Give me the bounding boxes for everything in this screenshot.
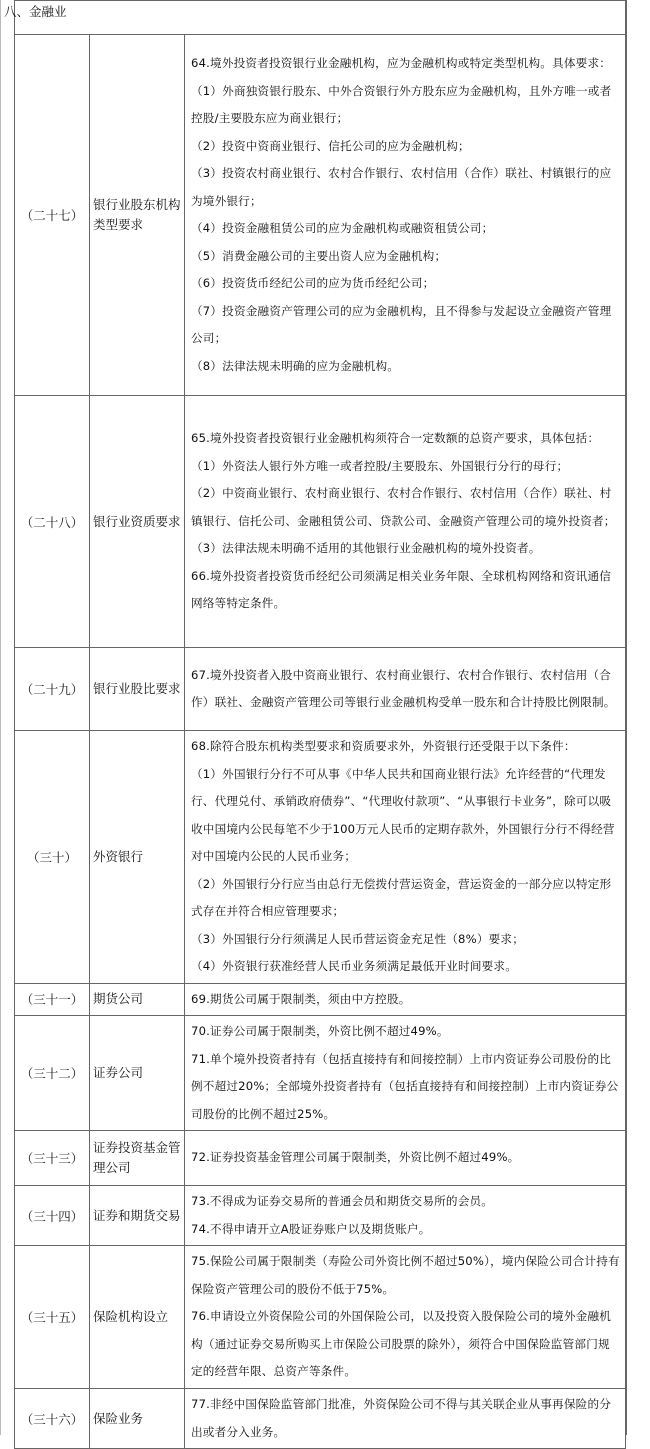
row-category: 银行业资质要求 bbox=[90, 396, 185, 648]
regulation-table bbox=[14, 34, 626, 1449]
row-category: 证券公司 bbox=[90, 1016, 185, 1131]
table-row bbox=[15, 1186, 626, 1246]
row-provisions bbox=[185, 1246, 626, 1389]
provision-line: 76.申请设立外资保险公司的外国保险公司，以及投资入股保险公司的境外金融机构（通过证券交易所购买上市保险公司股票的除外），须符合中国保险监管部门规定的经营年限、总资产等条件。 bbox=[191, 1309, 612, 1379]
provision-line: 75.保险公司属于限制类（寿险公司外资比例不超过50%），境内保险公司合计持有保险资产管理公司的股份不低于75%。 bbox=[191, 1254, 620, 1296]
row-number: （三十五） bbox=[15, 1246, 90, 1389]
table-row bbox=[15, 1389, 626, 1449]
row-number: （二十七） bbox=[15, 35, 90, 396]
row-provisions bbox=[185, 35, 626, 396]
row-category: 期货公司 bbox=[90, 983, 185, 1016]
provision-line: （3）投资农村商业银行、农村合作银行、农村信用（合作）联社、村镇银行的应为境外银行； bbox=[191, 166, 612, 208]
row-provisions bbox=[185, 1389, 626, 1449]
page-left-border bbox=[0, 0, 1, 1435]
row-provisions bbox=[185, 1131, 626, 1186]
provision-line: 73.不得成为证券交易所的普通会员和期货交易所的会员。 bbox=[191, 1194, 494, 1208]
provision-line: （7）投资金融资产管理公司的应为金融机构，且不得参与发起设立金融资产管理公司； bbox=[191, 303, 612, 345]
provision-line: （5）消费金融公司的主要出资人应为金融机构； bbox=[191, 248, 447, 263]
row-number: （三十二） bbox=[15, 1016, 90, 1131]
provision-line: （3）外国银行分行须满足人民币营运资金充足性（8%）要求； bbox=[191, 931, 525, 946]
row-number: （二十九） bbox=[15, 648, 90, 731]
provision-line: （3）法律法规未明确不适用的其他银行业金融机构的境外投资者。 bbox=[191, 541, 541, 556]
provision-line: （4）外资银行获准经营人民币业务须满足最低开业时间要求。 bbox=[191, 959, 518, 973]
provision-line: （1）外资法人银行外方唯一或者控股/主要股东、外国银行分行的母行； bbox=[191, 458, 569, 473]
provision-line: （8）法律法规未明确的应为金融机构。 bbox=[191, 358, 400, 373]
row-category: 银行业股比要求 bbox=[90, 648, 185, 731]
provision-line: （2）外国银行分行应当由总行无偿拨付营运资金，营运资金的一部分应以特定形式存在并符合相应管理要求； bbox=[191, 876, 612, 918]
row-number: （三十一） bbox=[15, 983, 90, 1016]
row-number: （三十六） bbox=[15, 1389, 90, 1449]
row-provisions bbox=[185, 396, 626, 648]
provision-line: 68.除符合股东机构类型要求和资质要求外，外资银行还受限于以下条件： bbox=[191, 739, 576, 753]
provision-line: （2）中资商业银行、农村商业银行、农村合作银行、农村信用（合作）联社、村镇银行、信托公司、金融租赁公司、贷款公司、金融资产管理公司的境外投资者； bbox=[191, 486, 616, 528]
row-number: （三十三） bbox=[15, 1131, 90, 1186]
row-number: （三十四） bbox=[15, 1186, 90, 1246]
row-provisions bbox=[185, 983, 626, 1016]
row-provisions bbox=[185, 648, 626, 731]
provision-line: 65.境外投资者投资银行业金融机构须符合一定数额的总资产要求，具体包括： bbox=[191, 431, 600, 446]
row-provisions bbox=[185, 1016, 626, 1131]
regulation-table-body bbox=[15, 35, 626, 1449]
provision-line: 66.境外投资者投资货币经纪公司须满足相关业务年限、全球机构网络和资讯通信网络等特定条件。 bbox=[191, 568, 612, 611]
table-row bbox=[15, 1016, 626, 1131]
row-category: 保险业务 bbox=[90, 1389, 185, 1449]
table-row bbox=[15, 983, 626, 1016]
provision-line: 74.不得申请开立A股证券账户以及期货账户。 bbox=[191, 1221, 431, 1236]
row-provisions bbox=[185, 731, 626, 984]
page-right-border bbox=[626, 0, 627, 1435]
section-title: 八、金融业 bbox=[4, 4, 67, 19]
provision-line: 67.境外投资者入股中资商业银行、农村商业银行、农村合作银行、农村信用（合作）联社、金融资产管理公司等银行业金融机构受单一股东和合计持股比例限制。 bbox=[191, 667, 616, 709]
provision-line: 77.非经中国保险监管部门批准，外资保险公司不得与其关联企业从事再保险的分出或者分入业务。 bbox=[191, 1397, 612, 1439]
table-row bbox=[15, 35, 626, 396]
provision-line: （1）外商独资银行股东、中外合资银行外方股东应为金融机构，且外方唯一或者控股/主要股东应为商业银行； bbox=[191, 83, 612, 125]
table-row bbox=[15, 1131, 626, 1186]
table-row bbox=[15, 648, 626, 731]
provision-line: （2）投资中资商业银行、信托公司的应为金融机构； bbox=[191, 138, 470, 153]
row-number: （二十八） bbox=[15, 396, 90, 648]
row-category: 银行业股东机构类型要求 bbox=[90, 35, 185, 396]
row-category: 证券和期货交易 bbox=[90, 1186, 185, 1246]
provision-line: （1）外国银行分行不可从事《中华人民共和国商业银行法》允许经营的“代理发行、代理兑付、承销政府债券”、“代理收付款项”、“从事银行卡业务”，除可以吸收中国境内公民每笔不少于100万元人民币的定期存款外，外国银行分行不得经营对中国境内公民的人民币业务； bbox=[191, 766, 615, 863]
row-category: 证券投资基金管理公司 bbox=[90, 1131, 185, 1186]
provision-line: 72.证券投资基金管理公司属于限制类，外资比例不超过49%。 bbox=[191, 1150, 520, 1165]
table-row bbox=[15, 731, 626, 984]
table-row bbox=[15, 1246, 626, 1389]
row-category: 外资银行 bbox=[90, 731, 185, 984]
provision-line: 69.期货公司属于限制类，须由中方控股。 bbox=[191, 991, 411, 1006]
provision-line: （4）投资金融租赁公司的应为金融机构或融资租赁公司； bbox=[191, 221, 494, 235]
provision-line: （6）投资货币经纪公司的应为货币经纪公司； bbox=[191, 276, 435, 290]
section-header-cell bbox=[14, 0, 626, 34]
table-row bbox=[15, 396, 626, 648]
provision-line: 70.证券公司属于限制类，外资比例不超过49%。 bbox=[191, 1024, 449, 1038]
row-category: 保险机构设立 bbox=[90, 1246, 185, 1389]
provision-line: 64.境外投资者投资银行业金融机构，应为金融机构或特定类型机构。具体要求： bbox=[191, 56, 612, 70]
provision-line: 71.单个境外投资者持有（包括直接持有和间接控制）上市内资证券公司股份的比例不超过20%；全部境外投资者持有（包括直接持有和间接控制）上市内资证券公司股份的比例不超过25%。 bbox=[191, 1051, 619, 1121]
row-provisions bbox=[185, 1186, 626, 1246]
row-number: （三十） bbox=[15, 731, 90, 984]
